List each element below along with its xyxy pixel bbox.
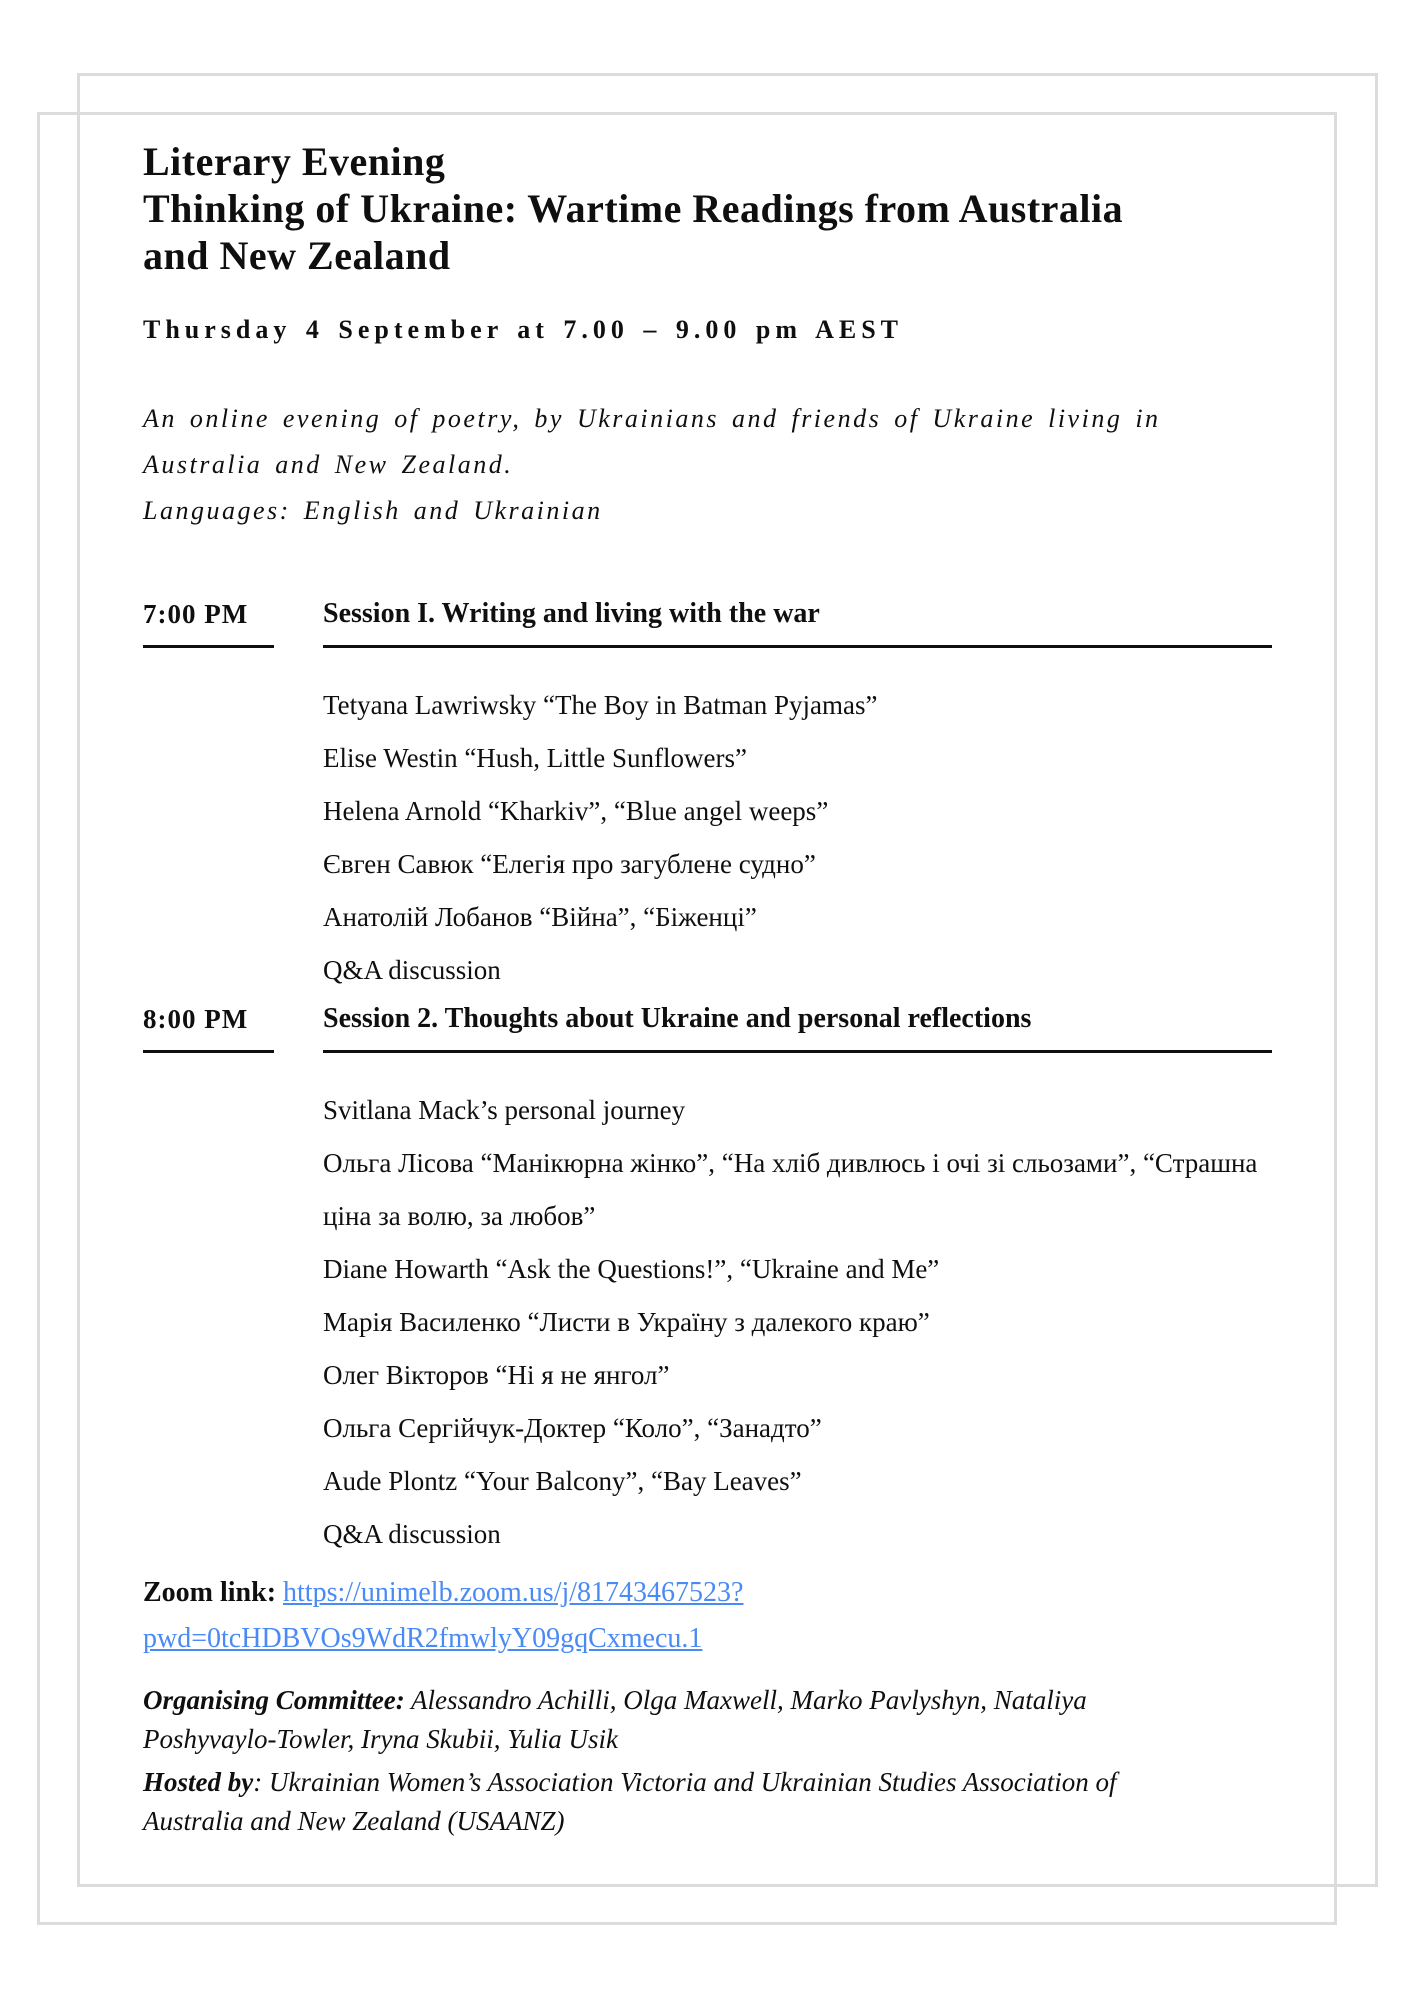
session-1-block — [143, 595, 1272, 997]
program-item: Анатолій Лобанов “Війна”, “Біженці” — [323, 902, 757, 932]
program-item: Ольга Лісова “Манікюрна жінко”, “На хліб дивлюсь і очі зі сльозами”, “Страшна ціна за волю, за любов” — [323, 1148, 1258, 1231]
hosted-names: : Ukrainian Women’s Association Victoria and Ukrainian Studies Association of Australia and New Zealand (USAANZ) — [143, 1767, 1117, 1836]
session-2-time-column — [143, 1000, 323, 1053]
session-underline — [323, 1050, 1272, 1053]
title-line-1: Literary Evening — [143, 139, 446, 184]
program-item: Diane Howarth “Ask the Questions!”, “Ukraine and Me” — [323, 1254, 940, 1284]
program-item: Q&A discussion — [323, 955, 501, 985]
session-2-title: Session 2. Thoughts about Ukraine and personal reflections — [323, 1003, 1032, 1034]
zoom-link-line-1[interactable]: https://unimelb.zoom.us/j/81743467523? — [283, 1577, 744, 1608]
session-1-body — [143, 648, 1272, 997]
organising-committee — [143, 1681, 1158, 1759]
title-line-3: and New Zealand — [143, 233, 451, 278]
zoom-link-line-2[interactable]: pwd=0tcHDBVOs9WdR2fmwlyY09gqCxmecu.1 — [143, 1623, 703, 1654]
zoom-link-block — [143, 1570, 1203, 1662]
program-item: Q&A discussion — [323, 1519, 501, 1549]
title-line-2: Thinking of Ukraine: Wartime Readings from Australia — [143, 186, 1124, 231]
program-item: Elise Westin “Hush, Little Sunflowers” — [323, 743, 748, 773]
session-2-time: 8:00 PM — [143, 1004, 249, 1034]
program-item: Олег Вікторов “Ні я не янгол” — [323, 1360, 670, 1390]
session-1-title: Session I. Writing and living with the war — [323, 598, 820, 629]
session-2-header — [143, 1000, 1272, 1053]
session-2-title-column — [323, 1000, 1272, 1053]
page-title — [143, 138, 1123, 279]
spacer-column — [143, 648, 323, 997]
session-1-time-column — [143, 595, 323, 648]
spacer-column — [143, 1053, 323, 1561]
session-1-header — [143, 595, 1272, 648]
program-item: Aude Plontz “Your Balcony”, “Bay Leaves” — [323, 1466, 802, 1496]
program-item: Svitlana Mack’s personal journey — [323, 1095, 686, 1125]
session-1-title-column — [323, 595, 1272, 648]
session-2-items — [323, 1084, 1272, 1561]
program-item: Марія Василенко “Листи в Україну з далекого краю” — [323, 1307, 930, 1337]
description-text: An online evening of poetry, by Ukrainians and friends of Ukraine living in Australia and New Zealand. — [143, 404, 1161, 479]
event-datetime: Thursday 4 September at 7.00 – 9.00 pm AEST — [143, 315, 904, 344]
languages-text: Languages: English and Ukrainian — [143, 496, 603, 525]
program-item: Ольга Сергійчук-Доктер “Коло”, “Занадто” — [323, 1413, 822, 1443]
session-1-items — [323, 679, 1272, 997]
committee-label: Organising Committee: — [143, 1685, 405, 1715]
session-underline — [323, 645, 1272, 648]
hosted-by — [143, 1763, 1158, 1841]
zoom-link-label: Zoom link: — [143, 1577, 277, 1608]
session-1-time: 7:00 PM — [143, 599, 249, 629]
program-item: Євген Савюк “Елегія про загублене судно” — [323, 849, 816, 879]
event-description — [143, 396, 1203, 534]
session-2-body — [143, 1053, 1272, 1561]
hosted-label: Hosted by — [143, 1767, 254, 1797]
program-item: Tetyana Lawriwsky “The Boy in Batman Pyjamas” — [323, 690, 878, 720]
committee-names: Alessandro Achilli, Olga Maxwell, Marko Pavlyshyn, Nataliya Poshyvaylo-Towler, Iryna Skubii, Yulia Usik — [143, 1685, 1087, 1754]
session-2-block — [143, 1000, 1272, 1561]
program-item: Helena Arnold “Kharkiv”, “Blue angel weeps” — [323, 796, 829, 826]
